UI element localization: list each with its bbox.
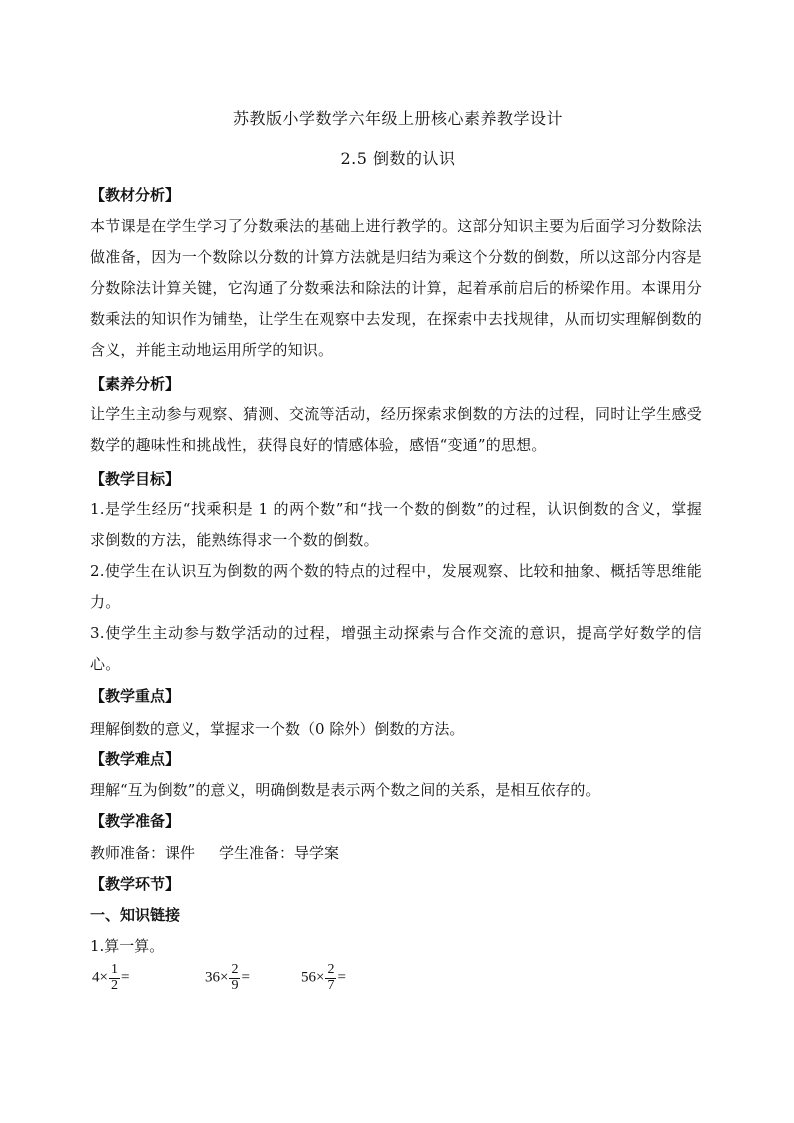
key-points-text: 理解倒数的意义，掌握求一个数（0 除外）倒数的方法。	[90, 720, 465, 738]
teaching-steps-heading: 【教学环节】	[90, 875, 181, 893]
knowledge-link-heading: 一、知识链接	[90, 906, 181, 924]
difficulty-text: 理解“互为倒数”的意义，明确倒数是表示两个数之间的关系，是相互依存的。	[90, 781, 601, 799]
document-title: 苏教版小学数学六年级上册核心素养教学设计	[232, 109, 563, 128]
fraction: $\frac{1}{2}$	[110, 962, 118, 993]
literacy-analysis-text: 让学生主动参与观察、猜测、交流等活动，经历探索求倒数的方法的过程，同时让学生感受数学的趣味性和挑战性，获得良好的情感体验，感悟“变通”的思想。	[90, 405, 702, 454]
student-preparation: 学生准备：导学案	[219, 844, 340, 862]
exercise-label: 1.算一算。	[90, 937, 165, 955]
teaching-goal-2: 2.使学生在认识互为倒数的两个数的特点的过程中，发展观察、比较和抽象、概括等思维能力。	[90, 562, 702, 611]
fraction: $\frac{2}{9}$	[231, 962, 239, 993]
teaching-goal-3: 3.使学生主动参与数学活动的过程，增强主动探索与合作交流的意识，提高学好数学的信心。	[90, 624, 702, 673]
teaching-goal-1: 1.是学生经历“找乘积是 1 的两个数”和“找一个数的倒数”的过程，认识倒数的含义，掌握求倒数的方法，能熟练得求一个数的倒数。	[90, 500, 702, 549]
expression-3: 56× $\frac{2}{7}$ =	[301, 962, 346, 993]
lesson-subtitle: 2.5 倒数的认识	[340, 149, 456, 168]
fraction: $\frac{2}{7}$	[327, 962, 335, 993]
key-points-heading: 【教学重点】	[90, 687, 181, 705]
teaching-goals-heading: 【教学目标】	[90, 470, 181, 488]
preparation-text	[90, 842, 339, 863]
literacy-analysis-heading: 【素养分析】	[90, 375, 181, 393]
material-analysis-heading: 【教材分析】	[90, 186, 181, 204]
teacher-preparation: 教师准备：课件	[90, 844, 196, 862]
difficulty-heading: 【教学难点】	[90, 750, 181, 768]
material-analysis-text: 本节课是在学生学习了分数乘法的基础上进行教学的。这部分知识主要为后面学习分数除法做准备，因为一个数除以分数的计算方法就是归结为乘这个分数的倒数，所以这部分内容是分数除法计算关键，它沟通了分数乘法和除法的计算，起着承前启后的桥梁作用。本课用分数乘法的知识作为铺垫，让学生在观察中去发现，在探索中去找规律，从而切实理解倒数的含义，并能主动地运用所学的知识。	[90, 217, 702, 359]
preparation-heading: 【教学准备】	[90, 812, 181, 830]
expression-1: 4× $\frac{1}{2}$ =	[92, 962, 130, 993]
expression-2: 36× $\frac{2}{9}$ =	[205, 962, 250, 993]
